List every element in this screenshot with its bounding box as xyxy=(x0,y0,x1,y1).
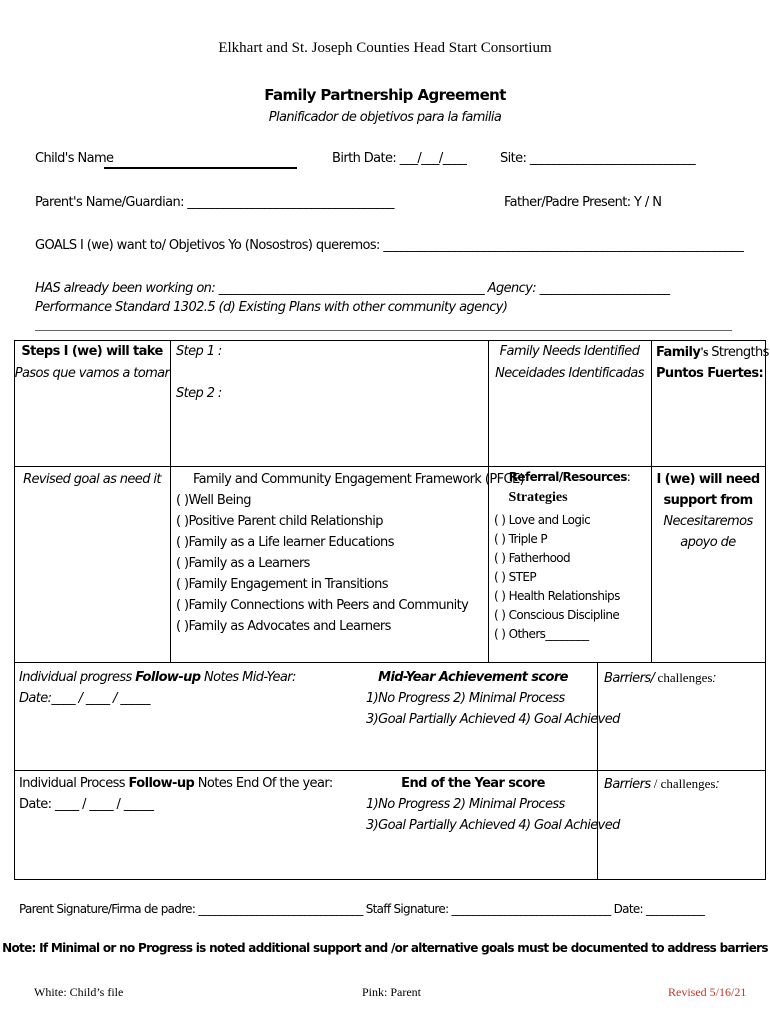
row-divider-2 xyxy=(14,662,766,663)
steps-label-es: Pasos que vamos a tomar xyxy=(14,366,170,381)
strengths-label-es: Puntos Fuertes: xyxy=(656,366,764,381)
table-border-right xyxy=(765,340,766,880)
endyear-date[interactable]: Date: ____ / ____ / _____ xyxy=(19,797,154,812)
steps-label: Steps I (we) will take xyxy=(21,344,163,359)
child-name-label: Child's Name xyxy=(35,151,114,166)
pfce-title: Family and Community Engagement Framework (PFCE) xyxy=(193,472,525,487)
midyear-score-title: Mid-Year Achievement score xyxy=(378,670,568,685)
pfce-checkbox[interactable]: ( )Family Engagement in Transitions xyxy=(176,577,388,592)
site-field[interactable]: Site: ____________________________ xyxy=(500,151,696,166)
child-name-line[interactable] xyxy=(104,167,297,169)
strategy-checkbox[interactable]: ( ) Triple P xyxy=(494,532,548,546)
endyear-score-1: 1)No Progress 2) Minimal Process xyxy=(366,797,565,812)
goals-field[interactable]: GOALS I (we) want to/ Objetivos Yo (Nosostros) queremos: _____________________________________________________________ xyxy=(35,238,744,253)
strategy-checkbox[interactable]: ( ) STEP xyxy=(494,570,536,584)
col-divider-1 xyxy=(170,340,171,662)
support-label: I (we) will need xyxy=(656,472,760,487)
strategy-checkbox[interactable]: ( ) Love and Logic xyxy=(494,513,591,527)
needs-identified: Family Needs Identified xyxy=(499,344,640,359)
pfce-checkbox[interactable]: ( )Family Connections with Peers and Community xyxy=(176,598,469,613)
row-divider-3 xyxy=(14,770,766,771)
endyear-score-title: End of the Year score xyxy=(401,776,545,791)
midyear-notes-label: Individual progress Follow-up Notes Mid-Year: xyxy=(19,670,296,685)
table-border-bottom xyxy=(14,879,766,880)
has-working-field[interactable]: HAS already been working on: _____________________________________________ Agency: ______________________ xyxy=(35,281,670,296)
midyear-score-1: 1)No Progress 2) Minimal Process xyxy=(366,691,565,706)
endyear-score-2: 3)Goal Partially Achieved 4) Goal Achieved xyxy=(366,818,620,833)
progress-note: Note: If Minimal or no Progress is noted additional support and /or alternative goals must be documented to address barriers xyxy=(2,941,768,955)
strategy-checkbox[interactable]: ( ) Conscious Discipline xyxy=(494,608,620,622)
step-1[interactable]: Step 1 : xyxy=(176,344,222,359)
signature-line[interactable]: Parent Signature/Firma de padre: _______________________________ Staff Signature: ______________________________ Date: ___________ xyxy=(19,902,705,916)
strategy-checkbox[interactable]: ( ) Others________ xyxy=(494,627,589,641)
form-subtitle: Planificador de objetivos para la familia xyxy=(268,110,502,125)
support-label-2: support from xyxy=(663,493,753,508)
endyear-notes-label: Individual Process Follow-up Notes End Of the year: xyxy=(19,776,333,791)
support-label-es-2: apoyo de xyxy=(680,535,736,550)
midyear-date[interactable]: Date:____ / ____ / _____ xyxy=(19,691,150,706)
step-2[interactable]: Step 2 : xyxy=(176,386,222,401)
father-present-field[interactable]: Father/Padre Present: Y / N xyxy=(504,195,662,210)
referral-title: Referral/Resources: xyxy=(508,470,631,484)
pfce-checkbox[interactable]: ( )Well Being xyxy=(176,493,251,508)
separator-line xyxy=(35,330,732,331)
birth-date-field[interactable]: Birth Date: ___/___/____ xyxy=(332,151,467,166)
row-divider-1 xyxy=(14,466,766,467)
col-divider-bottom xyxy=(597,662,598,879)
pfce-checkbox[interactable]: ( )Family as a Life learner Educations xyxy=(176,535,394,550)
strengths-label: Family's Strengths xyxy=(656,344,769,360)
parent-name-field[interactable]: Parent's Name/Guardian: ___________________________________ xyxy=(35,195,394,210)
form-title: Family Partnership Agreement xyxy=(264,86,506,104)
midyear-score-2: 3)Goal Partially Achieved 4) Goal Achieved xyxy=(366,712,620,727)
strategy-checkbox[interactable]: ( ) Health Relationships xyxy=(494,589,620,603)
table-border-left xyxy=(14,340,15,880)
pfce-checkbox[interactable]: ( )Positive Parent child Relationship xyxy=(176,514,383,529)
strategy-checkbox[interactable]: ( ) Fatherhood xyxy=(494,551,571,565)
strategies-title: Strategies xyxy=(508,490,568,505)
endyear-barriers[interactable]: Barriers / challenges: xyxy=(604,776,720,792)
footer-white-copy: White: Child’s file xyxy=(34,985,124,999)
support-label-es: Necesitaremos xyxy=(663,514,753,529)
footer-revised-date: Revised 5/16/21 xyxy=(668,985,747,999)
needs-identified-es: Neceidades Identificadas xyxy=(495,366,644,381)
org-name: Elkhart and St. Joseph Counties Head Start Consortium xyxy=(218,40,552,56)
midyear-barriers[interactable]: Barriers/ challenges: xyxy=(604,670,717,686)
revised-goal: Revised goal as need it xyxy=(23,472,161,487)
footer-pink-copy: Pink: Parent xyxy=(362,985,421,999)
pfce-checkbox[interactable]: ( )Family as a Learners xyxy=(176,556,310,571)
table-border-top xyxy=(14,340,766,341)
performance-standard: Performance Standard 1302.5 (d) Existing Plans with other community agency) xyxy=(35,300,508,315)
pfce-checkbox[interactable]: ( )Family as Advocates and Learners xyxy=(176,619,391,634)
